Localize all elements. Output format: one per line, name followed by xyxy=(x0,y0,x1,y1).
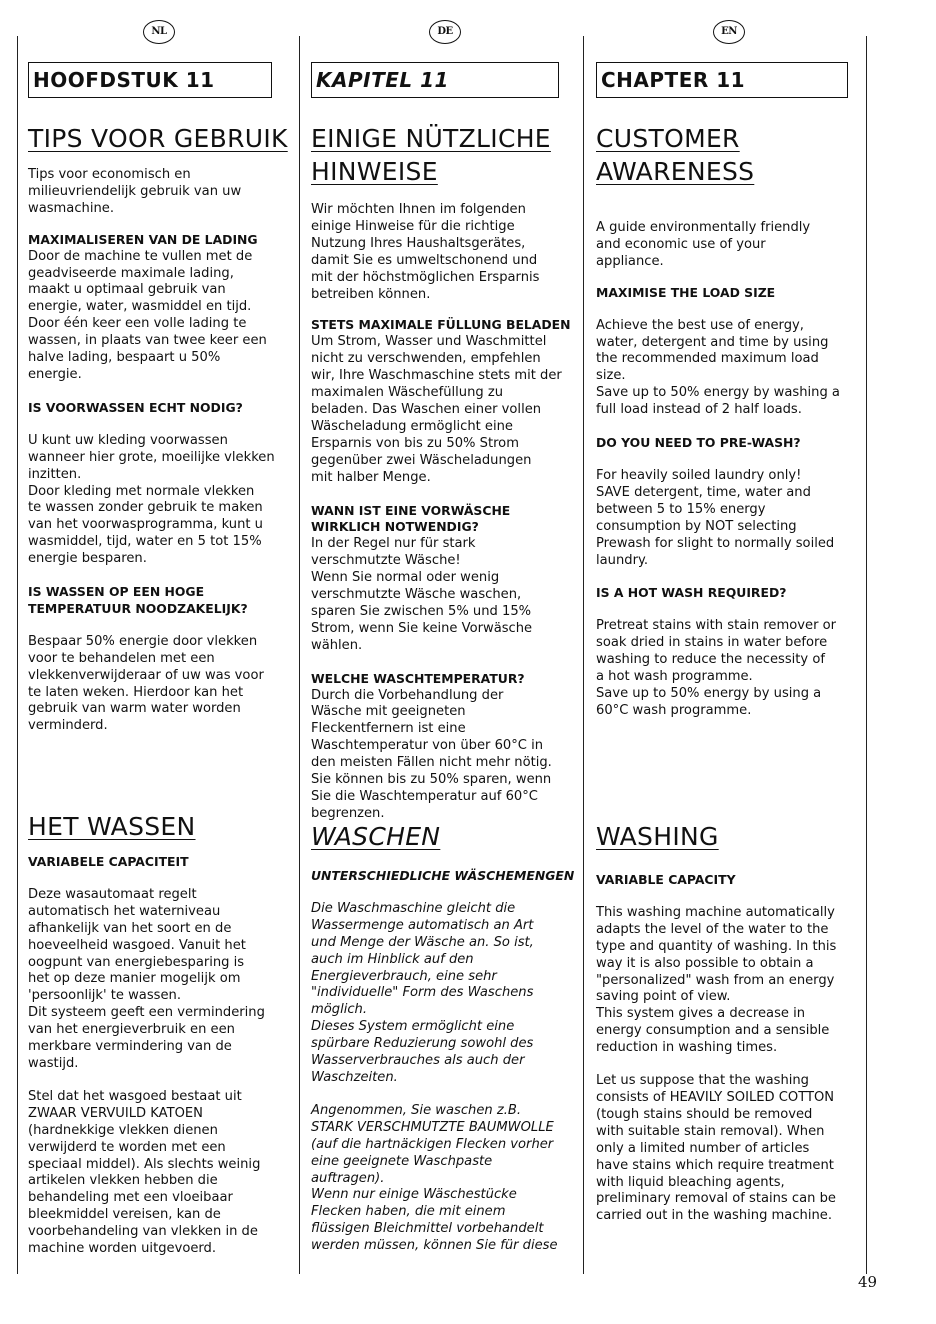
body-temperature-nl: Bespaar 50% energie door vlekken voor te behandelen met een vlekkenverwijderaar of uw was voor te laten weken. Hierdoor kan het gebruik van warm water worden verminderd. xyxy=(28,633,264,734)
chapter-heading-en: CHAPTER 11 xyxy=(596,62,848,98)
body-temperature-de: Durch die Vorbehandlung der Wäsche mit geeigneten Fleckentfernern ist eine Waschtemperatur von über 60°C in den meisten Fällen nicht mehr nötig. Sie können bis zu 50% sparen, wenn Sie die Waschtemperatur auf 60°C begrenzen. xyxy=(311,687,552,821)
intro-nl: Tips voor economisch en milieuvriendelijk gebruik van uw wasmachine. xyxy=(28,167,242,216)
intro-de: Wir möchten Ihnen im folgenden einige Hinweise für die richtige Nutzung Ihres Haushaltsgerätes, damit Sie es umweltschonend und mit der höchstmöglichen Ersparnis betreiben können. xyxy=(311,202,540,302)
body-prewash-de: In der Regel nur für stark verschmutzte Wäsche! Wenn Sie normal oder wenig verschmutzte Wäsche waschen, sparen Sie zwischen 5% und 15% Strom, wenn Sie keine Vorwäsche wählen. xyxy=(311,536,533,653)
body-prewash-en: For heavily soiled laundry only! SAVE detergent, time, water and between 5 to 15% energy consumption by NOT selecting Prewash for slight to normally soiled laundry. xyxy=(596,467,835,568)
column-rule-mid-2 xyxy=(583,36,584,1274)
heading-load-en: MAXIMISE THE LOAD SIZE xyxy=(596,284,776,300)
section-title-washing-en: WASHING xyxy=(596,822,719,851)
intro-en: A guide environmentally friendly and economic use of your appliance. xyxy=(596,220,811,269)
heading-load-nl: MAXIMALISEREN VAN DE LADING xyxy=(28,231,258,247)
body-prewash-nl: U kunt uw kleding voorwassen wanneer hier grote, moeilijke vlekken inzitten. Door kleding met normale vlekken te wassen zonder gebruik te maken van het voorwasprogramma, kunt u wasmiddel, tijd, water en 5 tot 15% energie besparen. xyxy=(28,432,275,567)
column-rule-mid-1 xyxy=(299,36,300,1274)
column-rule-right xyxy=(866,36,867,1274)
heading-load-de: STETS MAXIMALE FÜLLUNG BELADEN xyxy=(311,317,571,333)
body-temperature-en: Pretreat stains with stain remover or soak dried in stains in water before washing to reduce the necessity of a hot wash programme. Save up to 50% energy by using a 60°C wash programme. xyxy=(596,618,837,718)
heading-capacity-nl: VARIABELE CAPACITEIT xyxy=(28,854,189,869)
language-badge-de: DE xyxy=(429,20,461,44)
column-en xyxy=(596,20,862,1224)
heading-prewash-nl: IS VOORWASSEN ECHT NODIG? xyxy=(28,399,243,415)
heading-temperature-de: WELCHE WASCHTEMPERATUR? xyxy=(311,670,525,686)
column-de xyxy=(311,20,579,1254)
body-capacity-de: Die Waschmaschine gleicht die Wassermenge automatisch an Art und Menge der Wäsche an. So ist, auch im Hinblick auf den Energieverbrauch, eine sehr "individuelle" Form des Waschens möglich. Dieses System ermöglicht eine spürbare Reduzierung sowohl des Wasserverbrauches als auch der Waschzeiten. xyxy=(311,900,534,1085)
language-badge-nl: NL xyxy=(143,20,175,44)
body-cotton-de: Angenommen, Sie waschen z.B. STARK VERSCHMUTZTE BAUMWOLLE (auf die hartnäckigen Flecken vorher eine geeignete Waschpaste auftragen). Wenn nur einige Wäschestücke Flecken haben, die mit einem flüssigen Bleichmittel vorbehandelt werden müssen, können Sie für diese xyxy=(311,1102,558,1254)
section-title-washing-nl: HET WASSEN xyxy=(28,812,196,841)
heading-prewash-de: WANN IST EINE VORWÄSCHE WIRKLICH NOTWENDIG? xyxy=(311,502,511,535)
heading-temperature-nl: IS WASSEN OP EEN HOGE TEMPERATUUR NOODZAKELIJK? xyxy=(28,584,248,616)
body-cotton-nl: Stel dat het wasgoed bestaat uit ZWAAR VERVUILD KATOEN (hardnekkige vlekken dienen verwijderd te worden met een speciaal middel). Als slechts weinig artikelen vlekken hebben die behandeling met een vloeibaar bleekmiddel vereisen, kan de voorbehandeling van vlekken in de machine worden uitgevoerd. xyxy=(28,1088,261,1257)
column-rule-left xyxy=(17,36,18,1274)
heading-capacity-de: UNTERSCHIEDLICHE WÄSCHEMENGEN xyxy=(311,868,575,883)
chapter-heading-de: KAPITEL 11 xyxy=(311,62,559,98)
body-load-en: Achieve the best use of energy, water, detergent and time by using the recommended maximum load size. Save up to 50% energy by washing a full load instead of 2 half loads. xyxy=(596,317,840,418)
language-badge-en: EN xyxy=(713,20,745,44)
heading-temperature-en: IS A HOT WASH REQUIRED? xyxy=(596,585,787,601)
section-title-en: CUSTOMER AWARENESS xyxy=(596,124,755,186)
column-nl xyxy=(28,20,290,1257)
chapter-heading-nl: HOOFDSTUK 11 xyxy=(28,62,272,98)
section-title-nl: TIPS VOOR GEBRUIK xyxy=(28,124,288,153)
body-load-de: Um Strom, Wasser und Waschmittel nicht zu verschwenden, empfehlen wir, Ihre Waschmaschine stets mit der maximalen Wäschefüllung zu beladen. Das Waschen einer vollen Wäscheladung ermöglicht eine Ersparnis von bis zu 50% Strom gegenüber zwei Wäscheladungen mit halber Menge. xyxy=(311,334,562,485)
section-title-de: EINIGE NÜTZLICHE HINWEISE xyxy=(311,124,551,186)
body-load-nl: Door de machine te vullen met de geadviseerde maximale lading, maakt u optimaal gebruik van energie, water, wasmiddel en tijd. Door één keer een volle lading te wassen, in plaats van twee keer een halve lading, bespaart u 50% energie. xyxy=(28,248,267,382)
heading-prewash-en: DO YOU NEED TO PRE-WASH? xyxy=(596,435,801,451)
body-capacity-en: This washing machine automatically adapts the level of the water to the type and quantity of washing. In this way it is also possible to obtain a "personalized" wash from an energy saving point of view. This system gives a decrease in energy consumption and a sensible reduction in washing times. xyxy=(596,904,837,1056)
heading-capacity-en: VARIABLE CAPACITY xyxy=(596,872,736,887)
body-cotton-en: Let us suppose that the washing consists of HEAVILY SOILED COTTON (tough stains should be removed with suitable stain removal). When only a limited number of articles have stains which require treatment with liquid bleaching agents, preliminary removal of stains can be carried out in the washing machine. xyxy=(596,1073,836,1224)
page-number: 49 xyxy=(858,1273,878,1291)
body-capacity-nl: Deze wasautomaat regelt automatisch het waterniveau afhankelijk van het soort en de hoeveelheid wasgoed. Vanuit het oogpunt van energiebesparing is het op deze manier mogelijk om 'persoonlijk' te wassen. Dit systeem geeft een vermindering van het energieverbruik en een merkbare vermindering van de wastijd. xyxy=(28,886,265,1071)
section-title-washing-de: WASCHEN xyxy=(311,822,441,851)
